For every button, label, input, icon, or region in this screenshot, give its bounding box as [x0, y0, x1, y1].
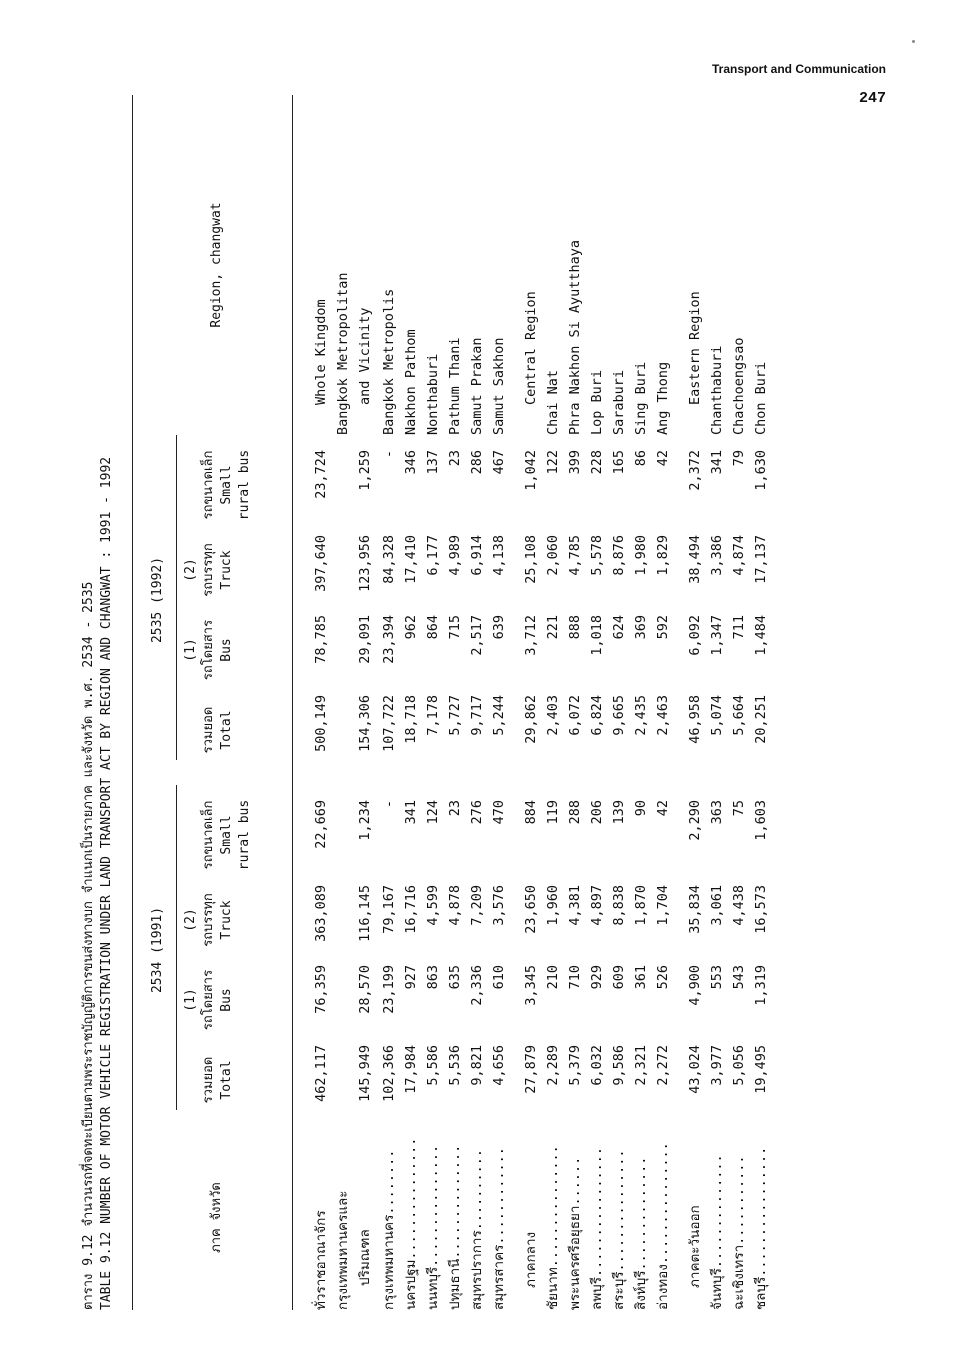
row-label-th: กรุงเทพมหานคร........ [381, 1149, 397, 1310]
row-label-th: ภาคกลาง [523, 1231, 539, 1288]
cell-value: 2,463 [655, 695, 671, 736]
cell-value: 1,259 [357, 450, 373, 491]
row-label-th: ลพบุรี................ [589, 1146, 605, 1310]
table-row [444, 95, 466, 1310]
col-header-en-2: rural bus [237, 449, 252, 521]
row-label-en: and Vicinity [357, 307, 373, 405]
cell-value: 22,669 [313, 800, 329, 849]
col-header-en: Bus [219, 638, 234, 662]
cell-value: 962 [403, 615, 419, 640]
cell-value: 145,949 [357, 1045, 373, 1102]
row-label-en: Nakhon Pathom [403, 329, 419, 435]
table-row [706, 95, 728, 1310]
row-label-en: Chanthaburi [709, 345, 725, 435]
group-rule-1991 [176, 785, 177, 1110]
row-label-en: Bangkok Metropolis [381, 288, 397, 435]
cell-value: 38,494 [687, 535, 703, 584]
cell-value: 107,722 [381, 695, 397, 752]
table-row [564, 95, 586, 1310]
cell-value: 6,914 [469, 535, 485, 576]
cell-value: 5,379 [567, 1045, 583, 1086]
cell-value: 6,177 [425, 535, 441, 576]
cell-value: 3,576 [491, 885, 507, 926]
cell-value: 4,438 [731, 885, 747, 926]
col-header-th: รถขนาดเล็ก [201, 450, 216, 520]
cell-value: 25,108 [523, 535, 539, 584]
row-label-th: พระนครศรีอยุธยา...... [567, 1156, 583, 1310]
col-header-en: Small [219, 465, 234, 505]
col-header-small-1991 [182, 796, 254, 874]
cell-value: 5,727 [447, 695, 463, 736]
cell-value: 2,403 [545, 695, 561, 736]
cell-value: 711 [731, 615, 747, 640]
col-header-en: Total [219, 1060, 234, 1100]
cell-value: 123,956 [357, 535, 373, 592]
cell-value: 5,586 [425, 1045, 441, 1086]
cell-value: 42 [655, 800, 671, 817]
cell-value: 2,272 [655, 1045, 671, 1086]
cell-value: 929 [589, 965, 605, 990]
cell-value: 23,650 [523, 885, 539, 934]
cell-value: 102,366 [381, 1045, 397, 1102]
cell-value: 17,410 [403, 535, 419, 584]
cell-value: 1,870 [633, 885, 649, 926]
col-header-bus-1991 [182, 961, 236, 1039]
col-header-small-1992 [182, 446, 254, 524]
cell-value: 361 [633, 965, 649, 990]
cell-value: 23 [447, 800, 463, 817]
cell-value: 1,630 [753, 450, 769, 491]
cell-value: 42 [655, 450, 671, 467]
table-row [684, 95, 706, 1310]
row-label-en: Pathum Thani [447, 337, 463, 435]
col-header-th: รถบรรทุก [201, 893, 216, 947]
col-header-th: รถขนาดเล็ก [201, 800, 216, 870]
cell-value: 7,209 [469, 885, 485, 926]
cell-value: 710 [567, 965, 583, 990]
row-label-th: ภาคตะวันออก [687, 1205, 703, 1288]
cell-value: 16,716 [403, 885, 419, 934]
cell-value: 2,435 [633, 695, 649, 736]
cell-value: 4,878 [447, 885, 463, 926]
table-row [728, 95, 750, 1310]
rotated-table [80, 95, 930, 1310]
cell-value: 116,145 [357, 885, 373, 942]
cell-value: 1,960 [545, 885, 561, 926]
table-row [466, 95, 488, 1310]
header-rule [292, 95, 293, 1310]
table-row [608, 95, 630, 1310]
cell-value: 137 [425, 450, 441, 475]
row-label-en: Eastern Region [687, 291, 703, 405]
cell-value: 19,495 [753, 1045, 769, 1094]
cell-value: 1,484 [753, 615, 769, 656]
cell-value: 28,570 [357, 965, 373, 1014]
cell-value: 210 [545, 965, 561, 990]
cell-value: 9,665 [611, 695, 627, 736]
cell-value: 288 [567, 800, 583, 825]
cell-value: 2,321 [633, 1045, 649, 1086]
row-label-en: Whole Kingdom [313, 299, 329, 405]
col-header-truck-1992 [182, 531, 236, 609]
cell-value: 5,664 [731, 695, 747, 736]
cell-value: 1,234 [357, 800, 373, 841]
cell-value: 397,640 [313, 535, 329, 592]
table-row [378, 95, 400, 1310]
cell-value: 9,717 [469, 695, 485, 736]
col-header-truck-1991 [182, 881, 236, 959]
cell-value: 1,704 [655, 885, 671, 926]
row-label-en: Nonthaburi [425, 353, 441, 435]
cell-value: 470 [491, 800, 507, 825]
cell-value: 467 [491, 450, 507, 475]
cell-value: 592 [655, 615, 671, 640]
row-label-th: สมุทรสาคร............ [491, 1147, 507, 1310]
col-header-th: รวมยอด [201, 1056, 216, 1104]
cell-value: - [381, 450, 397, 459]
row-label-th: จันทบุรี.............. [709, 1154, 725, 1310]
cell-value: 5,074 [709, 695, 725, 736]
cell-value: 4,874 [731, 535, 747, 576]
cell-value: 79 [731, 450, 747, 467]
cell-value: 4,900 [687, 965, 703, 1006]
cell-value: 7,178 [425, 695, 441, 736]
col-header-th: รถโดยสาร [201, 969, 216, 1031]
table-row [400, 95, 422, 1310]
cell-value: 1,042 [523, 450, 539, 491]
row-label-en: Bangkok Metropolitan [335, 272, 351, 435]
cell-value: 363,089 [313, 885, 329, 942]
cell-value: 139 [611, 800, 627, 825]
row-label-en: Chon Buri [753, 361, 769, 435]
table-row [354, 95, 376, 1310]
cell-value: 78,785 [313, 615, 329, 664]
cell-value: 5,056 [731, 1045, 747, 1086]
row-label-th: กรุงเทพมหานครและ [335, 1190, 351, 1310]
cell-value: 276 [469, 800, 485, 825]
cell-value: 3,386 [709, 535, 725, 576]
cell-value: 1,319 [753, 965, 769, 1006]
row-label-th: ปริมณฑล [357, 1229, 373, 1286]
cell-value: 23,724 [313, 450, 329, 499]
col-header-th: รวมยอด [201, 706, 216, 754]
row-label-th: สระบุรี............... [611, 1149, 627, 1310]
cell-value: 369 [633, 615, 649, 640]
cell-value: 399 [567, 450, 583, 475]
cell-value: 119 [545, 800, 561, 825]
cell-value: 4,656 [491, 1045, 507, 1086]
cell-value: 3,061 [709, 885, 725, 926]
cell-value: 526 [655, 965, 671, 990]
col-header-en: Total [219, 710, 234, 750]
row-label-th: สิงห์บุรี.............. [633, 1156, 649, 1310]
cell-value: 2,517 [469, 615, 485, 656]
cell-value: 8,838 [611, 885, 627, 926]
cell-value: 286 [469, 450, 485, 475]
cell-value: 29,091 [357, 615, 373, 664]
col-footnote-ref: (1) [183, 638, 198, 662]
year-header-1992: 2535 (1992) [150, 556, 165, 644]
row-label-th: ชลบุรี................ [753, 1146, 769, 1310]
cell-value: 5,244 [491, 695, 507, 736]
cell-value: 4,599 [425, 885, 441, 926]
row-label-en: Saraburi [611, 369, 627, 435]
row-label-en: Phra Nakhon Si Ayutthaya [567, 239, 583, 435]
row-label-th: นครปฐม............... [403, 1137, 419, 1310]
cell-value: 2,290 [687, 800, 703, 841]
cell-value: 341 [403, 800, 419, 825]
cell-value: 18,718 [403, 695, 419, 744]
cell-value: 76,359 [313, 965, 329, 1014]
cell-value: 228 [589, 450, 605, 475]
cell-value: 635 [447, 965, 463, 990]
cell-value: 4,897 [589, 885, 605, 926]
table-title-th: ตาราง 9.12 จำนวนรถที่จดทะเบียนตามพระราชบัญญัติการขนส่งทางบก จำแนกเป็นรายภาค และจังหวัด พ.ศ. 2534 - 2535 [81, 581, 96, 1310]
col-header-en: Small [219, 815, 234, 855]
row-label-th: อ่างทอง............... [655, 1142, 671, 1310]
cell-value: 86 [633, 450, 649, 467]
cell-value: 6,092 [687, 615, 703, 656]
cell-value: 863 [425, 965, 441, 990]
table-row [520, 95, 542, 1310]
cell-value: 4,138 [491, 535, 507, 576]
cell-value: 363 [709, 800, 725, 825]
row-label-th: ฉะเชิงเทรา........... [731, 1155, 747, 1310]
col-footnote-ref: (2) [183, 908, 198, 932]
cell-value: 884 [523, 800, 539, 825]
top-rule [132, 95, 133, 1310]
cell-value: 9,821 [469, 1045, 485, 1086]
cell-value: 43,024 [687, 1045, 703, 1094]
table-row [586, 95, 608, 1310]
cell-value: 75 [731, 800, 747, 817]
col-header-th: รถโดยสาร [201, 619, 216, 681]
cell-value: 84,328 [381, 535, 397, 584]
cell-value: 122 [545, 450, 561, 475]
cell-value: 2,336 [469, 965, 485, 1006]
cell-value: 864 [425, 615, 441, 640]
row-label-th: นนทบุรี............... [425, 1144, 441, 1310]
table-title-en: TABLE 9.12 NUMBER OF MOTOR VEHICLE REGISTRATION UNDER LAND TRANSPORT ACT BY REGION AND CHANGWAT : 1991 - 1992 [99, 456, 114, 1310]
col-header-total-1992 [182, 691, 236, 769]
year-header-1991: 2534 (1991) [150, 906, 165, 994]
row-label-th: ทั่วราชอาณาจักร [313, 1210, 329, 1310]
col-header-en-2: rural bus [237, 799, 252, 871]
cell-value: 165 [611, 450, 627, 475]
col-header-region-en: Region, changwat [209, 202, 224, 328]
cell-value: 27,879 [523, 1045, 539, 1094]
cell-value: 888 [567, 615, 583, 640]
cell-value: 17,984 [403, 1045, 419, 1094]
cell-value: 6,824 [589, 695, 605, 736]
cell-value: 16,573 [753, 885, 769, 934]
col-header-en: Truck [219, 550, 234, 590]
row-label-en: Chachoengsao [731, 337, 747, 435]
cell-value: 35,834 [687, 885, 703, 934]
cell-value: 1,018 [589, 615, 605, 656]
cell-value: 6,032 [589, 1045, 605, 1086]
row-label-en: Sing Buri [633, 361, 649, 435]
cell-value: 23,199 [381, 965, 397, 1014]
cell-value: 1,347 [709, 615, 725, 656]
table-row [750, 95, 772, 1310]
col-header-th: รถบรรทุก [201, 543, 216, 597]
cell-value: 9,586 [611, 1045, 627, 1086]
col-footnote-ref [182, 796, 200, 874]
cell-value: 1,980 [633, 535, 649, 576]
cell-value: 4,381 [567, 885, 583, 926]
table-row [652, 95, 674, 1310]
table-row [488, 95, 510, 1310]
page-number: 247 [858, 90, 886, 107]
cell-value: 610 [491, 965, 507, 990]
cell-value: 8,876 [611, 535, 627, 576]
row-label-en: Samut Sakhon [491, 337, 507, 435]
group-rule-1992 [176, 435, 177, 760]
cell-value: 346 [403, 450, 419, 475]
col-header-bus-1992 [182, 611, 236, 689]
col-header-en: Truck [219, 900, 234, 940]
cell-value: 639 [491, 615, 507, 640]
cell-value: 341 [709, 450, 725, 475]
col-footnote-ref [182, 1041, 200, 1119]
cell-value: 609 [611, 965, 627, 990]
row-label-th: ชัยนาท............... [545, 1145, 561, 1310]
row-label-en: Lop Buri [589, 369, 605, 435]
row-label-en: Samut Prakan [469, 337, 485, 435]
cell-value: 4,785 [567, 535, 583, 576]
cell-value: 715 [447, 615, 463, 640]
cell-value: 2,289 [545, 1045, 561, 1086]
cell-value: 2,372 [687, 450, 703, 491]
cell-value: 124 [425, 800, 441, 825]
cell-value: 2,060 [545, 535, 561, 576]
cell-value: 23,394 [381, 615, 397, 664]
col-header-en: Bus [219, 988, 234, 1012]
cell-value: 5,536 [447, 1045, 463, 1086]
cell-value: 221 [545, 615, 561, 640]
col-footnote-ref [182, 691, 200, 769]
table-row [310, 95, 332, 1310]
col-footnote-ref: (1) [183, 988, 198, 1012]
col-footnote-ref: (2) [183, 558, 198, 582]
cell-value: 624 [611, 615, 627, 640]
cell-value: 1,603 [753, 800, 769, 841]
cell-value: - [381, 800, 397, 809]
cell-value: 3,712 [523, 615, 539, 656]
cell-value: 90 [633, 800, 649, 817]
cell-value: 17,137 [753, 535, 769, 584]
table-row [630, 95, 652, 1310]
cell-value: 3,977 [709, 1045, 725, 1086]
row-label-th: สมุทรปราการ.......... [469, 1149, 485, 1310]
row-label-en: Central Region [523, 291, 539, 405]
cell-value: 154,306 [357, 695, 373, 752]
table-row [422, 95, 444, 1310]
table-titles [80, 95, 116, 1310]
cell-value: 462,117 [313, 1045, 329, 1102]
row-label-en: Ang Thong [655, 361, 671, 435]
cell-value: 3,345 [523, 965, 539, 1006]
cell-value: 553 [709, 965, 725, 990]
row-label-th: ปทุมธานี.............. [447, 1144, 463, 1310]
scan-speck [912, 40, 915, 43]
col-header-total-1991 [182, 1041, 236, 1119]
cell-value: 1,829 [655, 535, 671, 576]
cell-value: 543 [731, 965, 747, 990]
col-footnote-ref [182, 446, 200, 524]
table-row [332, 95, 354, 1310]
cell-value: 206 [589, 800, 605, 825]
cell-value: 29,862 [523, 695, 539, 744]
cell-value: 927 [403, 965, 419, 990]
cell-value: 79,167 [381, 885, 397, 934]
table-row [542, 95, 564, 1310]
cell-value: 46,958 [687, 695, 703, 744]
cell-value: 20,251 [753, 695, 769, 744]
section-title: Transport and Communication [711, 62, 886, 76]
cell-value: 4,989 [447, 535, 463, 576]
col-header-region-th: ภาค จังหวัด [209, 1182, 224, 1253]
cell-value: 6,072 [567, 695, 583, 736]
cell-value: 23 [447, 450, 463, 467]
row-label-en: Chai Nat [545, 369, 561, 435]
cell-value: 500,149 [313, 695, 329, 752]
cell-value: 5,578 [589, 535, 605, 576]
